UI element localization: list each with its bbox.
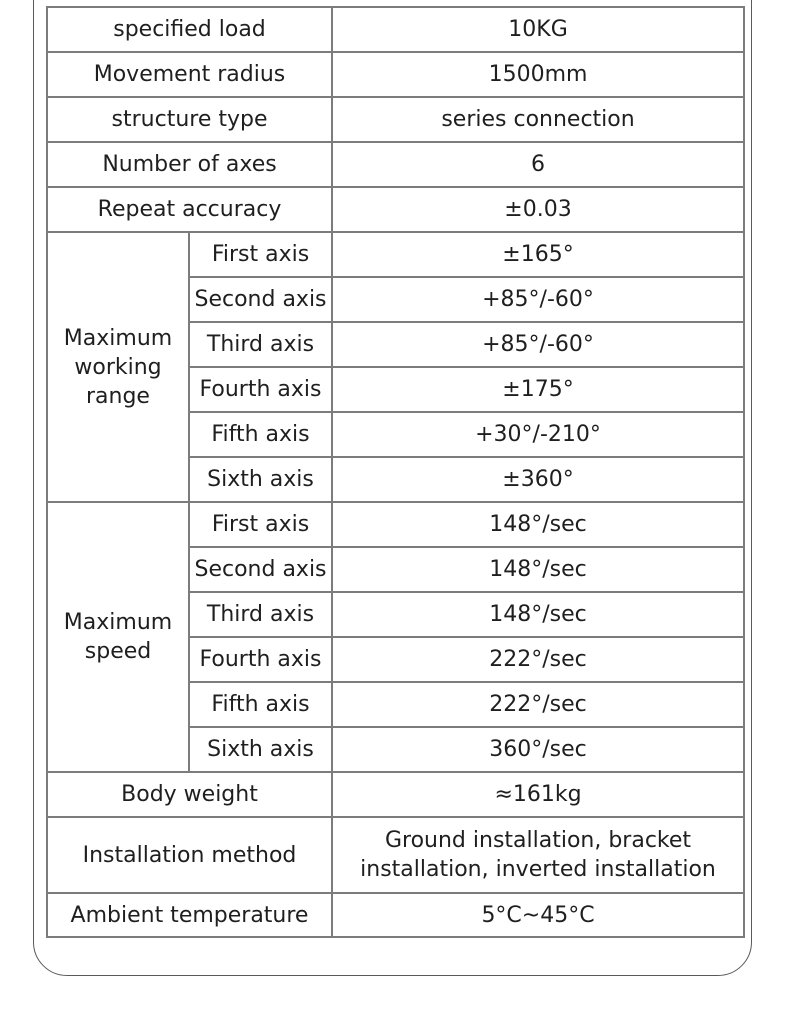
table-row [47,97,744,142]
spec-table [46,6,745,938]
axis-label: Fourth axis [189,637,332,682]
axis-label: Sixth axis [189,457,332,502]
spec-label: Ambient temperature [47,893,332,937]
axis-label: First axis [189,502,332,547]
table-row [47,772,744,817]
axis-value: ±165° [332,232,744,277]
axis-value: +85°/-60° [332,277,744,322]
axis-value: ±175° [332,367,744,412]
axis-value: 148°/sec [332,502,744,547]
axis-value: 222°/sec [332,637,744,682]
spec-label: Body weight [47,772,332,817]
axis-label: Third axis [189,592,332,637]
table-row [47,232,744,277]
table-row [47,817,744,893]
axis-label: Sixth axis [189,727,332,772]
spec-value: 1500mm [332,52,744,97]
group-label-speed: Maximum speed [47,502,189,772]
axis-value: +85°/-60° [332,322,744,367]
axis-value: 148°/sec [332,592,744,637]
axis-label: Second axis [189,277,332,322]
spec-label: Installation method [47,817,332,893]
table-row [47,187,744,232]
table-row [47,893,744,937]
axis-label: Fourth axis [189,367,332,412]
axis-label: Second axis [189,547,332,592]
spec-label: Repeat accuracy [47,187,332,232]
table-row [47,502,744,547]
spec-value: Ground installation, bracket installation, inverted installation [332,817,744,893]
axis-label: Third axis [189,322,332,367]
axis-value: ±360° [332,457,744,502]
axis-value: 222°/sec [332,682,744,727]
spec-label: Movement radius [47,52,332,97]
spec-label: Number of axes [47,142,332,187]
axis-label: First axis [189,232,332,277]
spec-value: 5°C~45°C [332,893,744,937]
axis-label: Fifth axis [189,412,332,457]
axis-value: +30°/-210° [332,412,744,457]
spec-value: ≈161kg [332,772,744,817]
spec-label: specified load [47,7,332,52]
table-row [47,7,744,52]
group-label-working-range: Maximum working range [47,232,189,502]
table-row [47,52,744,97]
spec-value: series connection [332,97,744,142]
axis-value: 360°/sec [332,727,744,772]
spec-value: ±0.03 [332,187,744,232]
spec-label: structure type [47,97,332,142]
spec-value: 6 [332,142,744,187]
table-row [47,142,744,187]
spec-value: 10KG [332,7,744,52]
axis-label: Fifth axis [189,682,332,727]
axis-value: 148°/sec [332,547,744,592]
